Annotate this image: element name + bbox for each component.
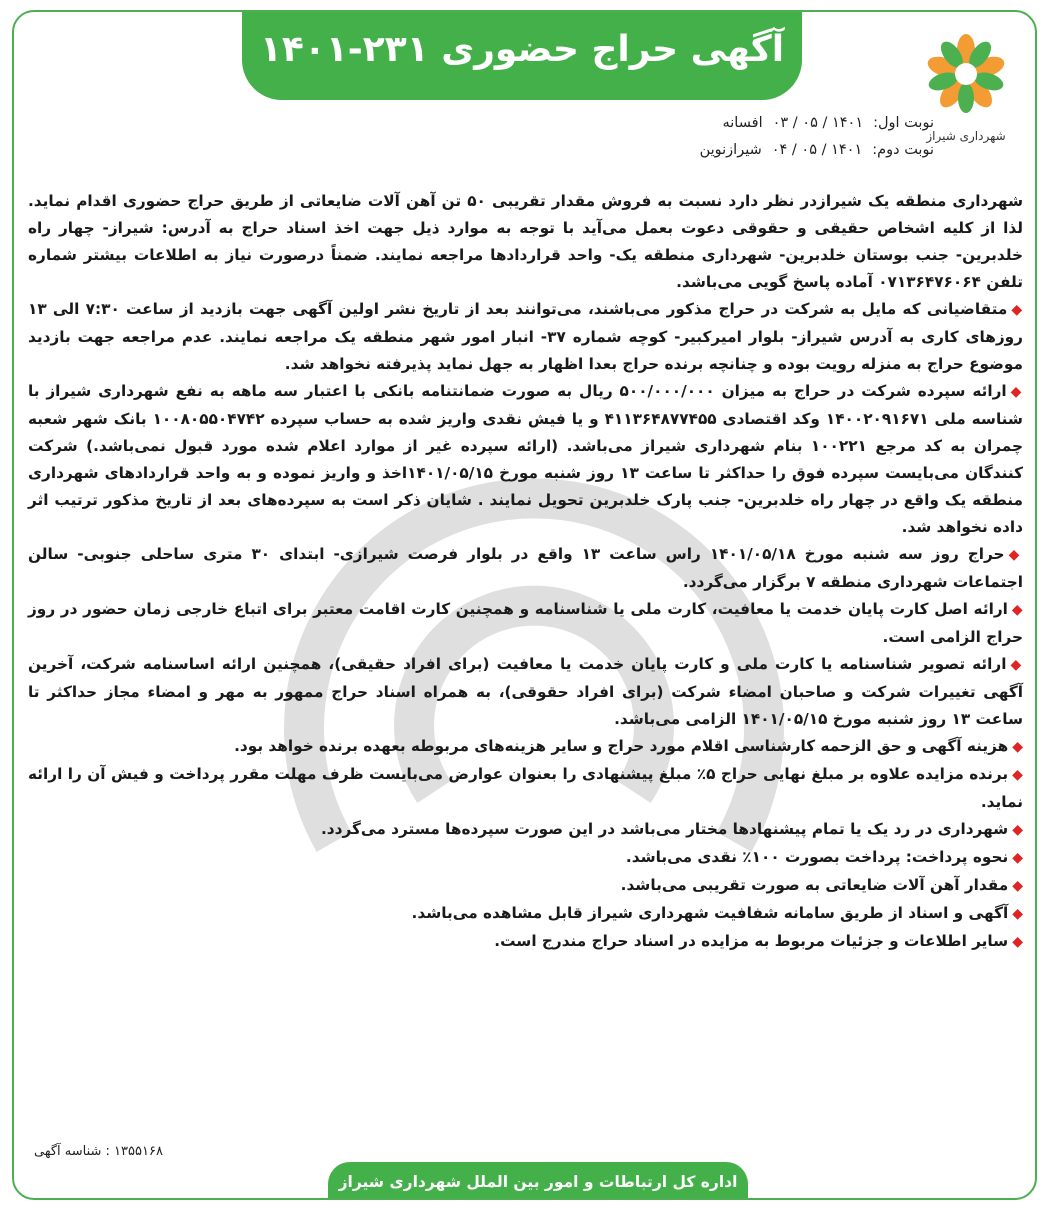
- condition-text: متقاضیانی که مایل به شرکت در حراج مذکور می‌باشند، می‌توانند بعد از تاریخ نشر اولین آگهی جهت بازدید از ساعت ۷:۳۰ الی ۱۳ روزهای کاری به آدرس شیراز- بلوار امیرکبیر- کوچه شماره ۳۷- انبار امور شهر منطقه یک مراجعه نمایند. عدم مراجعه جهت بازدید موضوع حراج به منزله رویت بوده و چنانچه برنده حراج بعدا اظهار به جهل نماید پذیرفته نخواهد شد.: [28, 300, 1023, 373]
- condition-text: مقدار آهن آلات ضایعاتی به صورت تقریبی می‌باشد.: [620, 876, 1009, 894]
- condition-text: آگهی و اسناد از طریق سامانه شفافیت شهرداری شیراز قابل مشاهده می‌باشد.: [411, 904, 1009, 922]
- bullet-icon: ◆: [1010, 384, 1023, 400]
- bullet-icon: ◆: [1008, 547, 1024, 563]
- bullet-icon: ◆: [1012, 934, 1023, 950]
- condition-item: [28, 651, 1023, 733]
- condition-item: [28, 596, 1023, 651]
- bullet-icon: ◆: [1011, 302, 1023, 318]
- condition-item: [28, 733, 1023, 761]
- footer-banner: اداره کل ارتباطات و امور بین الملل شهرداری شیراز: [328, 1162, 748, 1200]
- condition-item: [28, 928, 1023, 956]
- condition-text: هزینه آگهی و حق الزحمه کارشناسی اقلام مورد حراج و سایر هزینه‌های مربوطه بعهده برنده خواهد بود.: [234, 737, 1009, 755]
- schedule-row-1: [614, 110, 934, 137]
- ad-identifier: ۱۳۵۵۱۶۸ : شناسه آگهی: [34, 1144, 163, 1159]
- condition-item: [28, 816, 1023, 844]
- condition-text: ارائه اصل کارت پایان خدمت یا معافیت، کارت ملی یا شناسنامه و همچنین کارت اقامت معتبر برای اتباع خارجی زمان حضور در روز حراج الزامی است.: [28, 600, 1023, 646]
- logo-text: شهرداری شیراز: [926, 129, 1006, 143]
- condition-item: [28, 844, 1023, 872]
- bullet-icon: ◆: [1011, 602, 1023, 618]
- publication-schedule: [614, 110, 934, 164]
- bullet-icon: ◆: [1012, 822, 1023, 838]
- bullet-icon: ◆: [1012, 906, 1023, 922]
- bullet-icon: ◆: [1012, 850, 1023, 866]
- schedule-paper: افسانه: [722, 115, 763, 131]
- condition-text: شهرداری در رد یک یا تمام پیشنهادها مختار می‌باشد در این صورت سپرده‌ها مسترد می‌گردد.: [320, 820, 1009, 838]
- bullet-icon: ◆: [1012, 878, 1023, 894]
- notice-body: [28, 188, 1023, 956]
- schedule-row-2: [614, 137, 934, 164]
- condition-item: [28, 378, 1023, 541]
- condition-text: حراج روز سه شنبه مورخ ۱۴۰۱/۰۵/۱۸ راس ساعت ۱۳ واقع در بلوار فرصت شیرازی- ابتدای ۳۰ متری ساحلی جنوبی- سالن اجتماعات شهرداری منطقه ۷ برگزار می‌گردد.: [28, 545, 1023, 591]
- schedule-label: نوبت دوم:: [872, 142, 934, 158]
- condition-item: [28, 872, 1023, 900]
- condition-text: سایر اطلاعات و جزئیات مربوط به مزایده در اسناد حراج مندرج است.: [494, 932, 1009, 950]
- condition-text: ارائه سپرده شرکت در حراج به میزان ۵۰۰/۰۰۰/۰۰۰ ریال به صورت ضمانتنامه بانکی با اعتبار سه ماهه به نفع شهرداری شیراز با شناسه ملی ۱۴۰۰۲۰۹۱۶۷۱ وکد اقتصادی ۴۱۱۳۶۴۸۷۷۴۵۵ و یا فیش نقدی واریز شده به حساب سپرده ۱۰۰۸۰۵۵۰۴۷۴۲ بانک شهر شعبه چمران به کد مرجع ۱۰۰۲۲۱ بنام شهرداری شیراز می‌باشد. (ارائه سپرده غیر از موارد اعلام شده مورد قبول نمی‌باشد.) شرکت کنندگان می‌بایست سپرده فوق را حداکثر تا ساعت ۱۳ روز شنبه مورخ ۱۴۰۱/۰۵/۱۵اخذ و واریز نموده و به واحد قراردادهای شهرداری منطقه یک واقع در چهار راه خلدبرین- جنب پارک خلدبرین تحویل نمایند . شایان ذکر است به سپرده‌های بعد از تاریخ مذکور ترتیب اثر داده نخواهد شد.: [28, 382, 1024, 536]
- schedule-date: ۱۴۰۱ / ۰۵ / ۰۳: [772, 115, 864, 131]
- condition-item: [28, 541, 1023, 596]
- condition-item: [28, 296, 1023, 378]
- schedule-date: ۱۴۰۱ / ۰۵ / ۰۴: [771, 142, 863, 158]
- intro-paragraph: شهرداری منطقه یک شیرازدر نظر دارد نسبت به فروش مقدار تقریبی ۵۰ تن آهن آلات ضایعاتی از طریق حراج حضوری اقدام نماید. لذا از کلیه اشخاص حقیقی و حقوقی دعوت بعمل می‌آید با توجه به موارد ذیل جهت اخذ اسناد حراج به آدرس: شیراز- چهار راه خلدبرین- جنب بوستان خلدبرین- شهرداری منطقه یک- واحد قراردادها مراجعه نمایند. ضمناً درصورت نیاز به اطلاعات بیشتر شماره تلفن ۰۷۱۳۶۴۷۶۰۶۴ آماده پاسخ گویی می‌باشد.: [28, 192, 1023, 291]
- notice-frame: [12, 10, 1037, 1200]
- condition-text: ارائه تصویر شناسنامه یا کارت ملی و کارت پایان خدمت یا معافیت (برای افراد حقیقی)، همچنین ارائه اساسنامه شرکت، آخرین آگهی تغییرات شرکت و صاحبان امضاء شرکت (برای افراد حقوقی)، به همراه اسناد حراج ممهور به مهر و امضاء مجاز حداکثر تا ساعت ۱۳ روز شنبه مورخ ۱۴۰۱/۰۵/۱۵ الزامی می‌باشد.: [28, 655, 1023, 728]
- bullet-icon: ◆: [1012, 767, 1023, 783]
- condition-text: برنده مزایده علاوه بر مبلغ نهایی حراج ۵٪ مبلغ پیشنهادی را بعنوان عوارض می‌بایست ظرف مهلت مقرر پرداخت و فیش آن را ارائه نماید.: [28, 765, 1023, 811]
- page-title: آگهی حراج حضوری ۲۳۱-۱۴۰۱: [259, 29, 785, 70]
- condition-text: نحوه پرداخت: پرداخت بصورت ۱۰۰٪ نقدی می‌باشد.: [625, 848, 1009, 866]
- bullet-icon: ◆: [1010, 657, 1023, 673]
- schedule-label: نوبت اول:: [873, 115, 934, 131]
- condition-item: [28, 900, 1023, 928]
- condition-item: [28, 761, 1023, 816]
- title-banner: [242, 10, 802, 100]
- bullet-icon: ◆: [1012, 739, 1023, 755]
- schedule-paper: شیرازنوین: [699, 142, 762, 158]
